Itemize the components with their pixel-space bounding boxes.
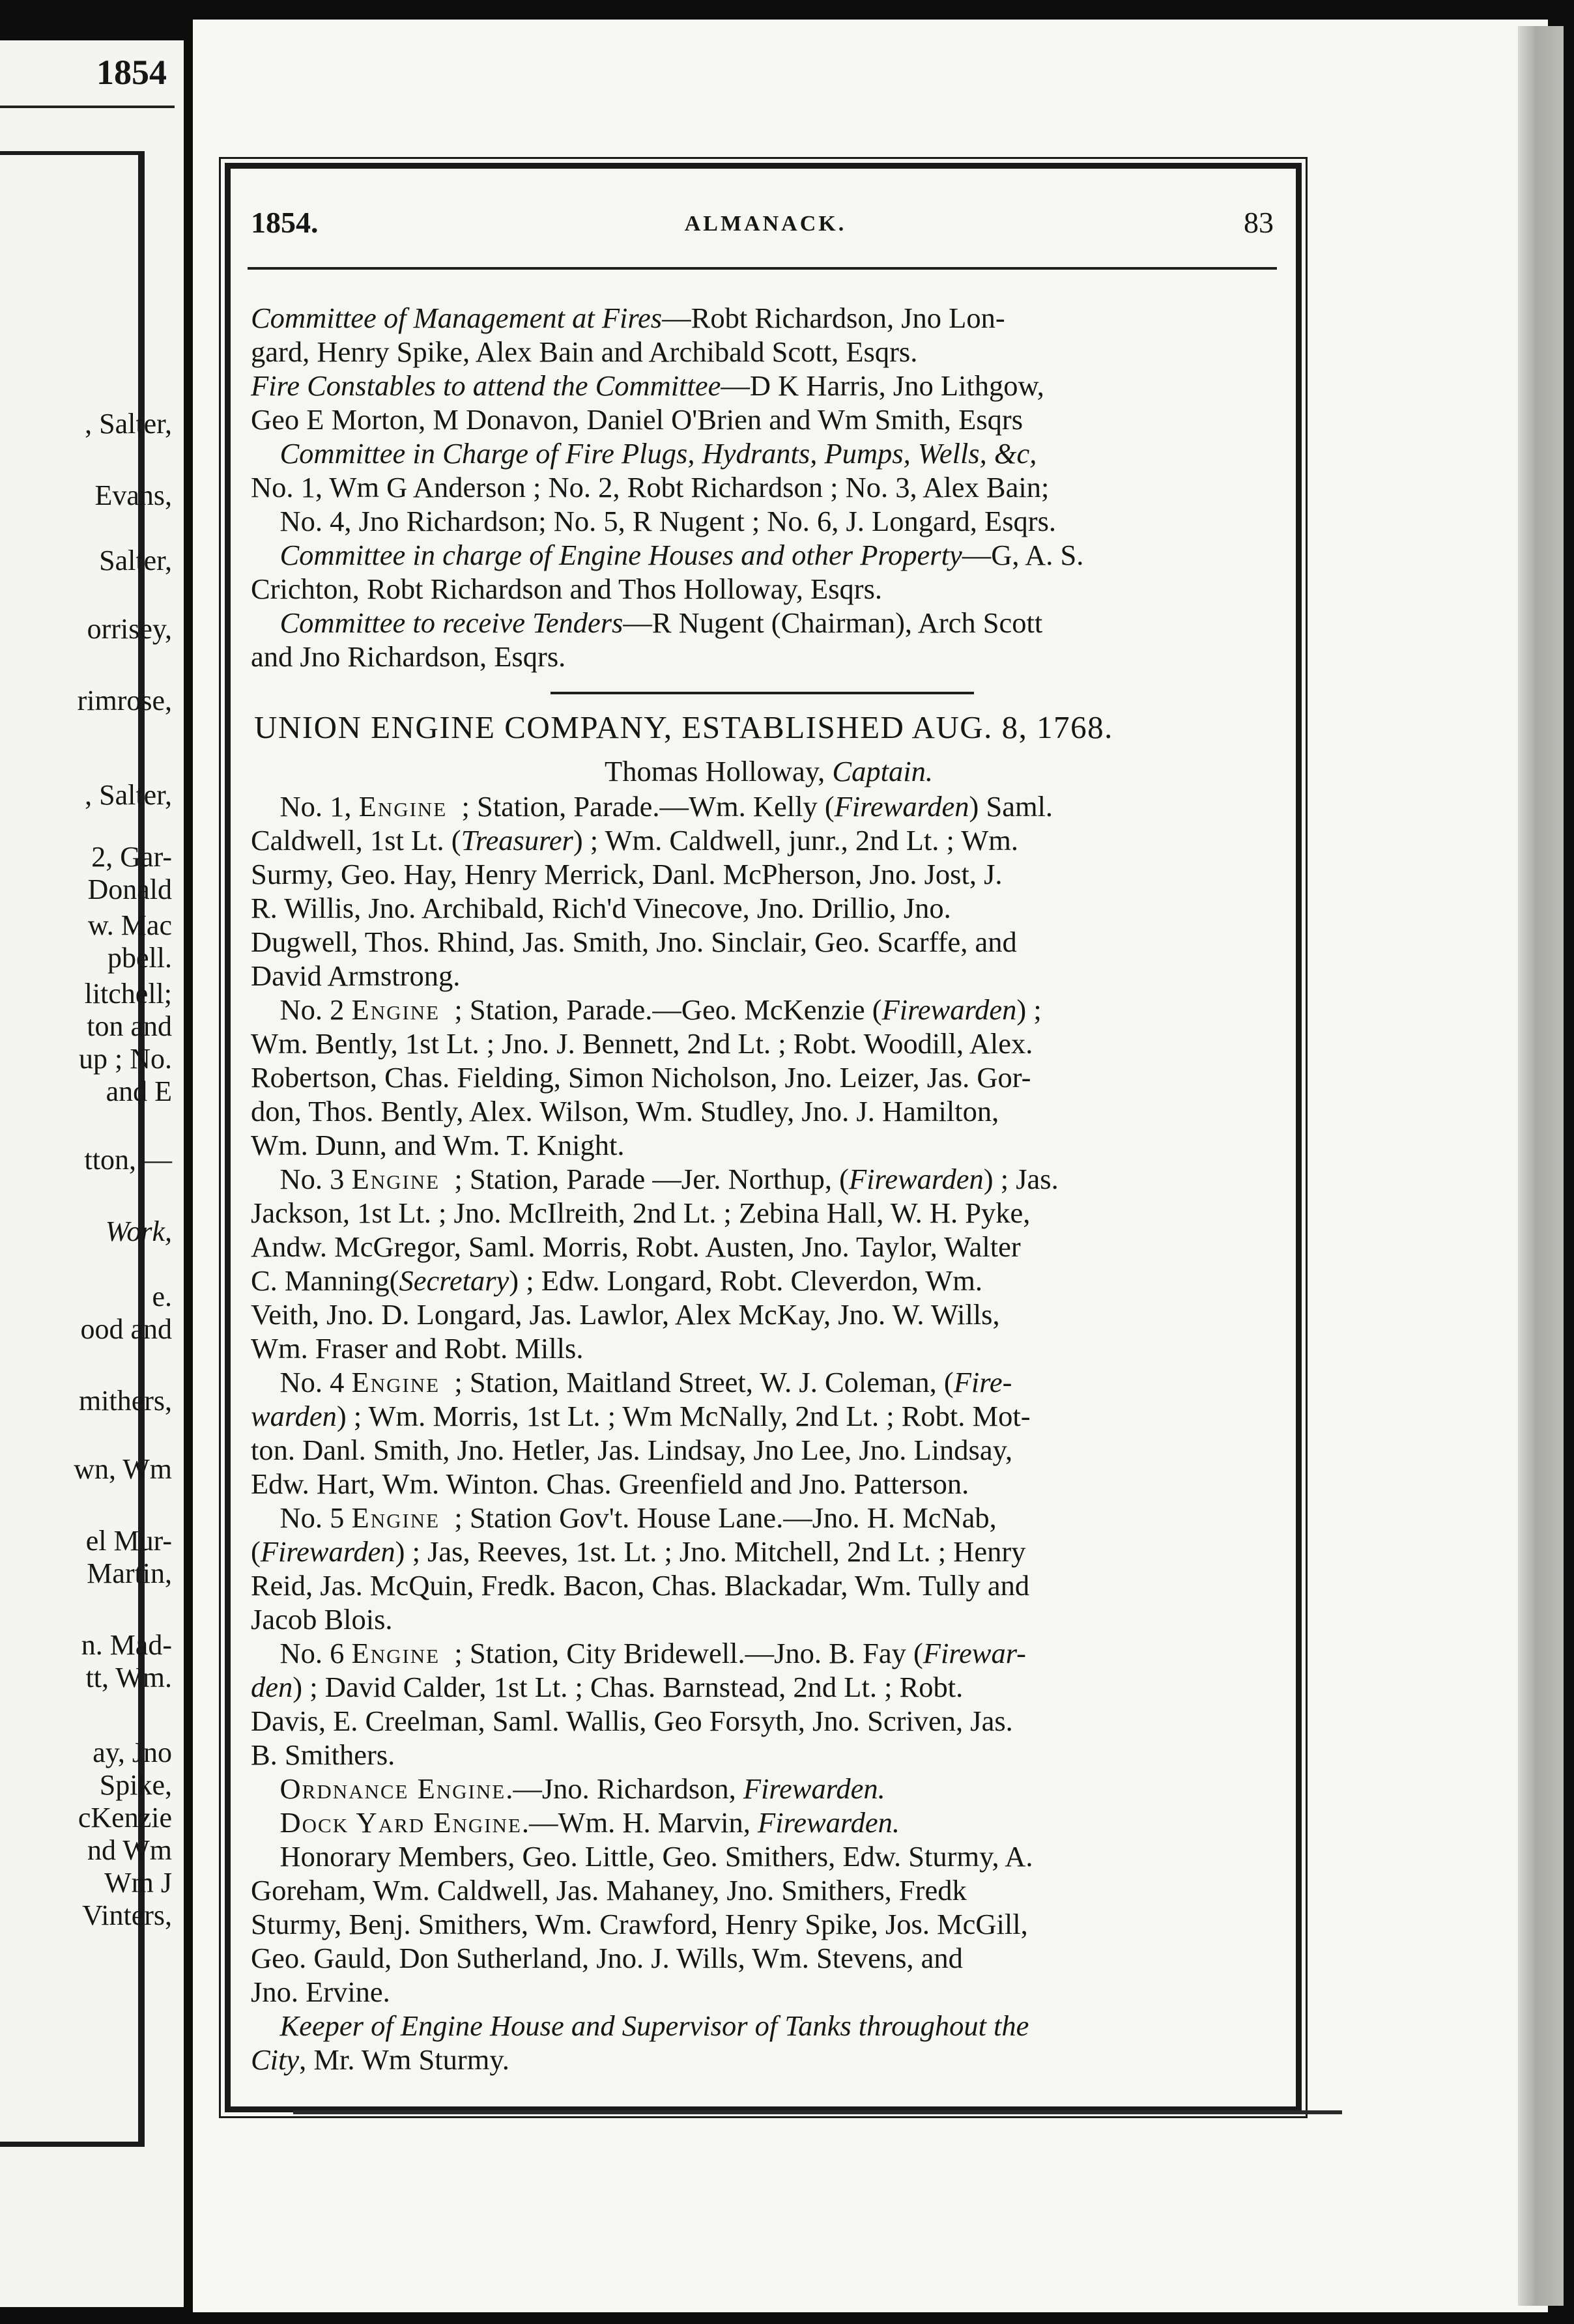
engine-line <box>251 1704 1283 1738</box>
engine-line <box>251 925 1283 959</box>
text-run: Geo. Gauld, Don Sutherland, Jno. J. Wills, Wm. Stevens, and <box>251 1942 963 1974</box>
company-title: UNION ENGINE COMPANY, ESTABLISHED AUG. 8, 1768. <box>254 709 1113 745</box>
engine-line <box>251 1331 1283 1365</box>
text-run: David Armstrong. <box>251 959 461 992</box>
text-run: Firewarden <box>260 1535 395 1568</box>
text-run: ; Station Gov't. House Lane.—Jno. H. McNab, <box>440 1501 997 1534</box>
text-run: ( <box>251 1535 261 1568</box>
text-run: B. Smithers. <box>251 1738 395 1771</box>
text-run: Committee to receive Tenders <box>279 606 623 639</box>
page-number: 83 <box>1244 206 1274 239</box>
left-page-fragment: orrisey, <box>87 613 172 645</box>
text-run: don, Thos. Bently, Alex. Wilson, Wm. Studley, Jno. J. Hamilton, <box>251 1095 999 1127</box>
text-run: No. 1, <box>251 790 359 823</box>
text-run: No. 3 <box>251 1163 352 1195</box>
text-run: Committee in Charge of Fire Plugs, Hydrants, Pumps, Wells, &c, <box>279 437 1037 470</box>
text-run: Engine <box>351 1501 440 1534</box>
left-page-fragment: w. Mac <box>87 909 172 941</box>
engine-line <box>251 1162 1283 1196</box>
text-run: ) Saml. <box>969 790 1053 823</box>
text-run: Crichton, Robt Richardson and Thos Holloway, Esqrs. <box>251 573 883 605</box>
engine-line <box>251 1636 1283 1670</box>
engine-line <box>251 1941 1283 1975</box>
left-page-fragment: mithers, <box>79 1385 172 1417</box>
text-run: Edw. Hart, Wm. Winton. Chas. Greenfield and Jno. Patterson. <box>251 1467 969 1500</box>
text-run: Secretary <box>399 1264 509 1297</box>
text-run: ) ; David Calder, 1st Lt. ; Chas. Barnstead, 2nd Lt. ; Robt. <box>293 1671 964 1703</box>
text-run: Surmy, Geo. Hay, Henry Merrick, Danl. McPherson, Jno. Jost, J. <box>251 858 1003 890</box>
page-header <box>251 205 1280 251</box>
left-page-fragment: wn, Wm <box>74 1453 172 1485</box>
text-run: Engine <box>351 1163 440 1195</box>
text-run: Firewarden <box>881 993 1017 1026</box>
committee-line <box>251 470 1283 504</box>
committee-line <box>251 301 1283 335</box>
text-run: Treasurer <box>461 824 573 857</box>
text-run: Goreham, Wm. Caldwell, Jas. Mahaney, Jno. Smithers, Fredk <box>251 1874 967 1906</box>
text-run: Veith, Jno. D. Longard, Jas. Lawlor, Alex McKay, Jno. W. Wills, <box>251 1298 1000 1331</box>
left-page-fragment: Donald <box>87 873 172 905</box>
engine-line <box>251 1433 1283 1467</box>
committee-line <box>251 403 1283 436</box>
text-run: Engine <box>351 1637 440 1669</box>
text-run: No. 5 <box>251 1501 352 1534</box>
engine-line <box>251 789 1283 823</box>
text-run: Robertson, Chas. Fielding, Simon Nicholson, Jno. Leizer, Jas. Gor- <box>251 1061 1031 1094</box>
text-run: ) ; Jas. <box>983 1163 1059 1195</box>
text-run: —Robt Richardson, Jno Lon- <box>662 302 1005 334</box>
text-run: Committee in charge of Engine Houses and other Property <box>279 539 962 571</box>
left-page-fragment: tton, — <box>84 1144 172 1176</box>
text-run: ) ; Edw. Longard, Robt. Cleverdon, Wm. <box>509 1264 983 1297</box>
text-run: Keeper of Engine House and Supervisor of Tanks throughout the <box>279 2009 1029 2042</box>
text-run <box>251 1806 280 1839</box>
text-run: Honorary Members, Geo. Little, Geo. Smithers, Edw. Sturmy, A. <box>251 1840 1033 1873</box>
text-run: ) ; Jas, Reeves, 1st. Lt. ; Jno. Mitchell, 2nd Lt. ; Henry <box>395 1535 1026 1568</box>
text-run: ; Station, Parade.—Geo. McKenzie ( <box>440 993 882 1026</box>
captain-name: Thomas Holloway, <box>605 755 825 787</box>
text-run: Davis, E. Creelman, Saml. Wallis, Geo Forsyth, Jno. Scriven, Jas. <box>251 1705 1013 1737</box>
text-run <box>251 606 280 639</box>
text-run: ; Station, City Bridewell.—Jno. B. Fay ( <box>440 1637 923 1669</box>
engine-line <box>251 1772 1283 1806</box>
engine-line <box>251 993 1283 1027</box>
left-page-fragment: ton and <box>87 1010 172 1042</box>
left-page-fragment: ay, Jno <box>93 1736 172 1768</box>
text-run: Dock Yard Engine <box>279 1806 522 1839</box>
engine-line <box>251 1027 1283 1060</box>
engine-line <box>251 1230 1283 1264</box>
text-run: Dugwell, Thos. Rhind, Jas. Smith, Jno. Sinclair, Geo. Scarffe, and <box>251 926 1017 958</box>
text-run: Engine <box>358 790 448 823</box>
text-run: Geo E Morton, M Donavon, Daniel O'Brien and Wm Smith, Esqrs <box>251 403 1023 436</box>
text-run: warden <box>251 1400 337 1432</box>
engine-line <box>251 823 1283 857</box>
left-page-fragment: and E <box>106 1075 172 1107</box>
header-title: ALMANACK. <box>684 212 847 236</box>
left-page-fragment: pbell. <box>107 942 172 974</box>
text-run: Fire- <box>953 1366 1012 1398</box>
text-run: C. Manning( <box>251 1264 399 1297</box>
left-page-fragment: Vinters, <box>82 1899 172 1931</box>
left-page-fragment: , Salter, <box>85 779 172 811</box>
text-run: Jno. Ervine. <box>251 1976 390 2008</box>
text-run: —G, A. S. <box>962 539 1084 571</box>
left-page-fragment: Martin, <box>87 1557 172 1589</box>
text-run: Andw. McGregor, Saml. Morris, Robt. Austen, Jno. Taylor, Walter <box>251 1230 1021 1263</box>
engines-section <box>251 789 1283 2076</box>
text-run: No. 1, Wm G Anderson ; No. 2, Robt Richardson ; No. 3, Alex Bain; <box>251 471 1050 503</box>
left-page-fragment: , Salter, <box>85 408 172 440</box>
committee-line <box>251 640 1283 673</box>
committee-line <box>251 504 1283 538</box>
text-run: Firewar- <box>923 1637 1026 1669</box>
engine-line <box>251 1467 1283 1501</box>
text-run <box>251 2009 280 2042</box>
text-run: No. 4, Jno Richardson; No. 5, R Nugent ; No. 6, J. Longard, Esqrs. <box>251 505 1057 537</box>
engine-line <box>251 1399 1283 1433</box>
engine-line <box>251 1060 1283 1094</box>
text-run: Reid, Jas. McQuin, Fredk. Bacon, Chas. Blackadar, Wm. Tully and <box>251 1569 1030 1602</box>
text-run: Firewarden <box>848 1163 984 1195</box>
left-page-fragment: Spike, <box>99 1769 172 1801</box>
left-page-fragment: rimrose, <box>77 685 172 716</box>
committee-line <box>251 436 1283 470</box>
left-page-fragment: 2, Gar- <box>91 841 172 873</box>
text-run: —R Nugent (Chairman), Arch Scott <box>623 606 1043 639</box>
engine-line <box>251 1806 1283 1839</box>
engine-line <box>251 2043 1283 2076</box>
text-run: ) ; Wm. Caldwell, junr., 2nd Lt. ; Wm. <box>573 824 1018 857</box>
text-run: Fire Constables to attend the Committee <box>251 369 721 402</box>
engine-line <box>251 1670 1283 1704</box>
header-year: 1854. <box>251 206 319 239</box>
left-page-fragment: Salter, <box>99 545 172 576</box>
left-page-header-rule <box>0 106 175 108</box>
bottom-rule <box>293 2110 1342 2114</box>
text-run: City <box>251 2043 300 2076</box>
engine-line <box>251 1264 1283 1297</box>
text-run: Engine <box>351 1366 440 1398</box>
left-page-fragment: up ; No. <box>79 1043 172 1075</box>
text-run: Firewarden <box>834 790 969 823</box>
engine-line <box>251 1365 1283 1399</box>
captain-line <box>251 754 1287 788</box>
text-run: ; Station, Parade —Jer. Northup, ( <box>440 1163 849 1195</box>
header-rule <box>248 267 1277 270</box>
left-page-fragment: el Mur- <box>85 1525 172 1557</box>
left-page-fragment: Evans, <box>94 479 172 511</box>
text-run: Engine <box>351 993 440 1026</box>
section-divider <box>551 692 974 694</box>
committee-line <box>251 572 1283 606</box>
engine-line <box>251 1873 1283 1907</box>
left-page-fragment: Work, <box>105 1215 172 1247</box>
text-run <box>251 1772 280 1805</box>
engine-line <box>251 857 1283 891</box>
engine-line <box>251 1975 1283 2009</box>
text-run: Sturmy, Benj. Smithers, Wm. Crawford, Henry Spike, Jos. McGill, <box>251 1908 1028 1940</box>
text-run: Jackson, 1st Lt. ; Jno. McIlreith, 2nd Lt. ; Zebina Hall, W. H. Pyke, <box>251 1197 1031 1229</box>
engine-line <box>251 1738 1283 1772</box>
committees-section <box>251 301 1283 673</box>
text-run: Ordnance Engine <box>279 1772 506 1805</box>
text-run <box>251 539 280 571</box>
engine-line <box>251 1128 1283 1162</box>
left-page-year: 1854 <box>96 53 167 92</box>
text-run: R. Willis, Jno. Archibald, Rich'd Vinecove, Jno. Drillio, Jno. <box>251 892 951 924</box>
text-run: .—Jno. Richardson, <box>506 1772 743 1805</box>
text-run: No. 6 <box>251 1637 352 1669</box>
text-run: ton. Danl. Smith, Jno. Hetler, Jas. Lindsay, Jno Lee, Jno. Lindsay, <box>251 1434 1013 1466</box>
text-run: Committee of Management at Fires <box>251 302 663 334</box>
left-page-fragment: e. <box>152 1281 172 1312</box>
engine-line <box>251 1094 1283 1128</box>
text-run: No. 2 <box>251 993 352 1026</box>
left-page <box>0 40 184 2307</box>
engine-line <box>251 891 1283 925</box>
engine-line <box>251 1568 1283 1602</box>
left-page-fragment: tt, Wm. <box>85 1662 172 1693</box>
engine-line <box>251 1839 1283 1873</box>
text-run: Jacob Blois. <box>251 1603 393 1636</box>
captain-title: Captain. <box>832 755 933 787</box>
text-run: Firewarden. <box>758 1806 900 1839</box>
text-run: Wm. Dunn, and Wm. T. Knight. <box>251 1129 625 1161</box>
engine-line <box>251 1297 1283 1331</box>
text-run: ) ; Wm. Morris, 1st Lt. ; Wm McNally, 2nd Lt. ; Robt. Mot- <box>336 1400 1031 1432</box>
text-run: gard, Henry Spike, Alex Bain and Archibald Scott, Esqrs. <box>251 335 918 368</box>
engine-line <box>251 959 1283 993</box>
committee-line <box>251 369 1283 403</box>
text-run: Wm. Bently, 1st Lt. ; Jno. J. Bennett, 2nd Lt. ; Robt. Woodill, Alex. <box>251 1027 1033 1060</box>
text-run: ; Station, Parade.—Wm. Kelly ( <box>447 790 835 823</box>
left-page-fragment: litchell; <box>84 978 172 1010</box>
text-run: Wm. Fraser and Robt. Mills. <box>251 1332 584 1365</box>
text-run: and Jno Richardson, Esqrs. <box>251 640 566 673</box>
text-run <box>251 437 280 470</box>
left-page-fragment: ood and <box>80 1313 172 1345</box>
committee-line <box>251 606 1283 640</box>
engine-line <box>251 1501 1283 1535</box>
engine-line <box>251 1196 1283 1230</box>
engine-line <box>251 1602 1283 1636</box>
left-page-fragment: nd Wm <box>87 1834 172 1866</box>
text-run: ) ; <box>1016 993 1042 1026</box>
engine-line <box>251 1535 1283 1568</box>
left-page-fragment: n. Mad- <box>81 1629 172 1661</box>
text-run: No. 4 <box>251 1366 352 1398</box>
text-run: .—Wm. H. Marvin, <box>521 1806 758 1839</box>
text-run: Caldwell, 1st Lt. ( <box>251 824 461 857</box>
committee-line <box>251 335 1283 369</box>
committee-line <box>251 538 1283 572</box>
engine-line <box>251 2009 1283 2043</box>
text-run: ; Station, Maitland Street, W. J. Coleman, ( <box>440 1366 954 1398</box>
text-run: —D K Harris, Jno Lithgow, <box>721 369 1044 402</box>
left-page-fragment: cKenzie <box>78 1802 172 1834</box>
text-run: Firewarden. <box>743 1772 885 1805</box>
text-run: , Mr. Wm Sturmy. <box>299 2043 509 2076</box>
page-edge <box>1518 26 1564 2306</box>
left-page-fragment: Wm J <box>104 1867 172 1899</box>
engine-line <box>251 1907 1283 1941</box>
text-run: den <box>251 1671 293 1703</box>
